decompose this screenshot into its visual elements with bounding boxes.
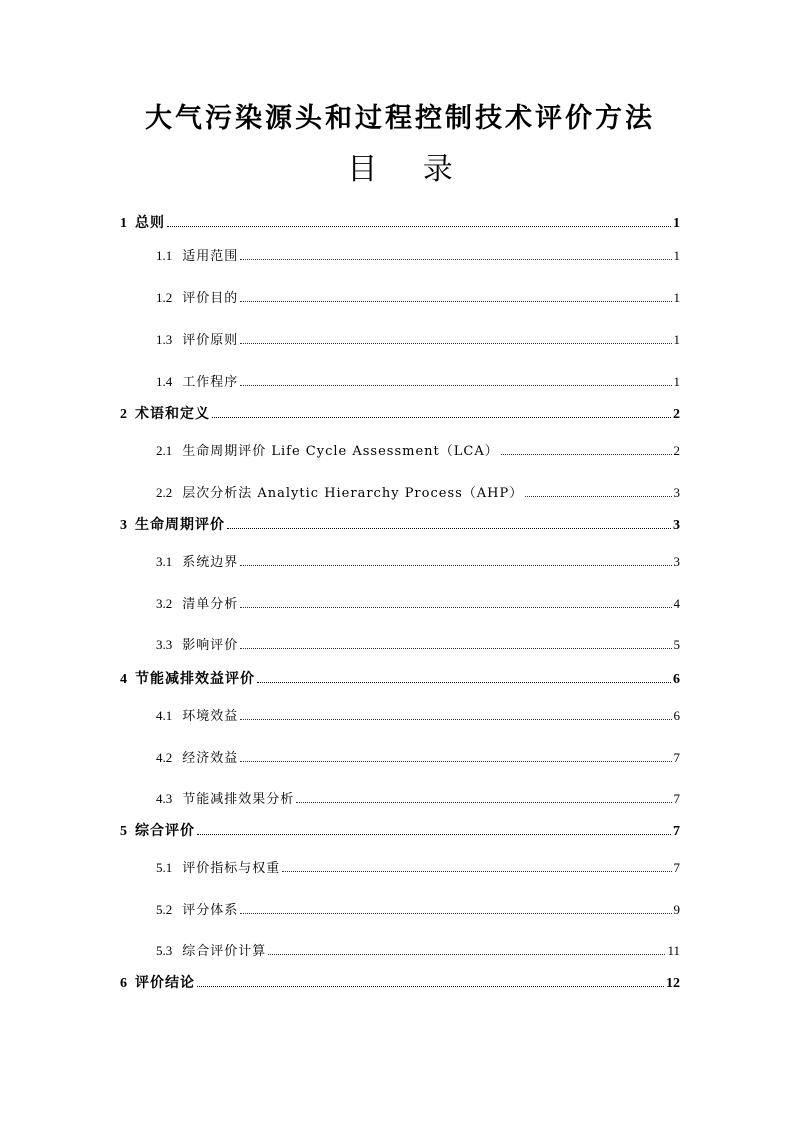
toc-subsection-entry[interactable]	[156, 593, 680, 612]
toc-entry-label: 影响评价	[182, 638, 239, 653]
toc-entry-number: 2.1	[156, 443, 173, 458]
toc-entry-page-number: 4	[673, 596, 680, 611]
toc-subsection-entry[interactable]	[156, 788, 680, 807]
toc-dot-leader	[227, 528, 671, 529]
toc-entry-page-number: 3	[673, 554, 680, 569]
toc-subsection-entry[interactable]	[156, 747, 680, 766]
toc-entry-page-number: 3	[673, 518, 680, 533]
toc-dot-leader	[240, 259, 671, 260]
toc-entry-number: 2.2	[156, 485, 173, 500]
toc-entry-page-number: 7	[673, 791, 680, 806]
toc-dot-leader	[197, 834, 671, 835]
toc-entry-number: 6	[120, 976, 127, 991]
toc-entry-number: 5	[120, 824, 127, 839]
toc-dot-leader	[240, 607, 671, 608]
toc-entry-page-number: 7	[673, 824, 680, 839]
toc-entry-number: 2	[120, 407, 127, 422]
toc-dot-leader	[240, 648, 671, 649]
document-title: 大气污染源头和过程控制技术评价方法	[145, 103, 655, 134]
toc-entry-number: 4	[120, 672, 127, 687]
toc-entry-label: 适用范围	[182, 249, 239, 264]
toc-dot-leader	[240, 565, 671, 566]
toc-dot-leader	[268, 954, 665, 955]
toc-entry-page-number: 7	[673, 750, 680, 765]
toc-entry-label: 生命周期评价	[135, 517, 225, 533]
toc-subsection-entry[interactable]	[156, 551, 680, 570]
toc-dot-leader	[282, 871, 671, 872]
toc-entry-label: 术语和定义	[135, 406, 210, 422]
toc-subsection-entry[interactable]	[156, 940, 680, 959]
toc-entry-label: 层次分析法 Analytic Hierarchy Process（AHP）	[182, 486, 524, 501]
toc-entry-number: 3	[120, 518, 127, 533]
toc-entry-number: 5.3	[156, 943, 173, 958]
toc-dot-leader	[167, 226, 671, 227]
toc-heading: 目 录	[347, 152, 453, 187]
toc-entry-number: 4.3	[156, 791, 173, 806]
toc-entry-label: 总则	[135, 215, 165, 231]
toc-entry-label: 综合评价计算	[182, 944, 267, 959]
toc-entry-number: 4.1	[156, 708, 173, 723]
toc-dot-leader	[240, 385, 671, 386]
toc-subsection-entry[interactable]	[156, 287, 680, 306]
toc-entry-label: 系统边界	[182, 555, 239, 570]
toc-section-entry[interactable]	[120, 972, 680, 992]
toc-entry-page-number: 1	[673, 290, 680, 305]
toc-entry-label: 节能减排效果分析	[182, 792, 295, 807]
toc-subsection-entry[interactable]	[156, 329, 680, 348]
toc-entry-page-number: 1	[673, 374, 680, 389]
toc-dot-leader	[212, 417, 671, 418]
toc-entry-label: 评价结论	[135, 975, 195, 991]
toc-entry-page-number: 11	[667, 943, 680, 958]
toc-section-entry[interactable]	[120, 514, 680, 534]
toc-section-entry[interactable]	[120, 668, 680, 688]
toc-dot-leader	[296, 802, 671, 803]
toc-entry-number: 4.2	[156, 750, 173, 765]
toc-dot-leader	[501, 454, 672, 455]
toc-entry-page-number: 9	[673, 902, 680, 917]
toc-entry-label: 评分体系	[182, 903, 239, 918]
toc-entry-page-number: 1	[673, 216, 680, 231]
toc-entry-number: 3.2	[156, 596, 173, 611]
toc-entry-number: 3.3	[156, 637, 173, 652]
toc-entry-page-number: 1	[673, 332, 680, 347]
toc-entry-label: 生命周期评价 Life Cycle Assessment（LCA）	[182, 444, 499, 459]
toc-entry-number: 3.1	[156, 554, 173, 569]
toc-dot-leader	[240, 719, 671, 720]
toc-dot-leader	[240, 343, 671, 344]
toc-subsection-entry[interactable]	[156, 482, 680, 501]
toc-entry-page-number: 2	[673, 443, 680, 458]
toc-entry-label: 清单分析	[182, 597, 239, 612]
toc-entry-page-number: 12	[666, 976, 680, 991]
toc-entry-number: 1.1	[156, 248, 173, 263]
toc-entry-page-number: 3	[673, 485, 680, 500]
toc-entry-number: 1.4	[156, 374, 173, 389]
toc-entry-page-number: 6	[673, 672, 680, 687]
toc-entry-label: 综合评价	[135, 823, 195, 839]
toc-subsection-entry[interactable]	[156, 634, 680, 653]
toc-dot-leader	[240, 913, 671, 914]
toc-entry-number: 5.2	[156, 902, 173, 917]
toc-entry-label: 评价原则	[182, 333, 239, 348]
toc-subsection-entry[interactable]	[156, 857, 680, 876]
toc-entry-number: 5.1	[156, 860, 173, 875]
toc-section-entry[interactable]	[120, 403, 680, 423]
toc-dot-leader	[257, 682, 671, 683]
toc-subsection-entry[interactable]	[156, 899, 680, 918]
toc-dot-leader	[240, 761, 671, 762]
toc-entry-page-number: 2	[673, 407, 680, 422]
toc-dot-leader	[240, 301, 671, 302]
toc-subsection-entry[interactable]	[156, 245, 680, 264]
toc-section-entry[interactable]	[120, 212, 680, 232]
toc-dot-leader	[197, 986, 664, 987]
toc-subsection-entry[interactable]	[156, 371, 680, 390]
toc-entry-label: 节能减排效益评价	[135, 671, 255, 687]
toc-dot-leader	[525, 496, 671, 497]
toc-entry-label: 环境效益	[182, 709, 239, 724]
toc-entry-number: 1.2	[156, 290, 173, 305]
toc-subsection-entry[interactable]	[156, 440, 680, 459]
toc-entry-page-number: 5	[673, 637, 680, 652]
toc-entry-number: 1.3	[156, 332, 173, 347]
toc-subsection-entry[interactable]	[156, 705, 680, 724]
toc-entry-label: 评价目的	[182, 291, 239, 306]
toc-entry-label: 工作程序	[182, 375, 239, 390]
toc-entry-label: 经济效益	[182, 751, 239, 766]
toc-entry-number: 1	[120, 216, 127, 231]
toc-entry-page-number: 7	[673, 860, 680, 875]
toc-section-entry[interactable]	[120, 820, 680, 840]
toc-entry-label: 评价指标与权重	[182, 861, 281, 876]
toc-entry-page-number: 6	[673, 708, 680, 723]
toc-entry-page-number: 1	[673, 248, 680, 263]
